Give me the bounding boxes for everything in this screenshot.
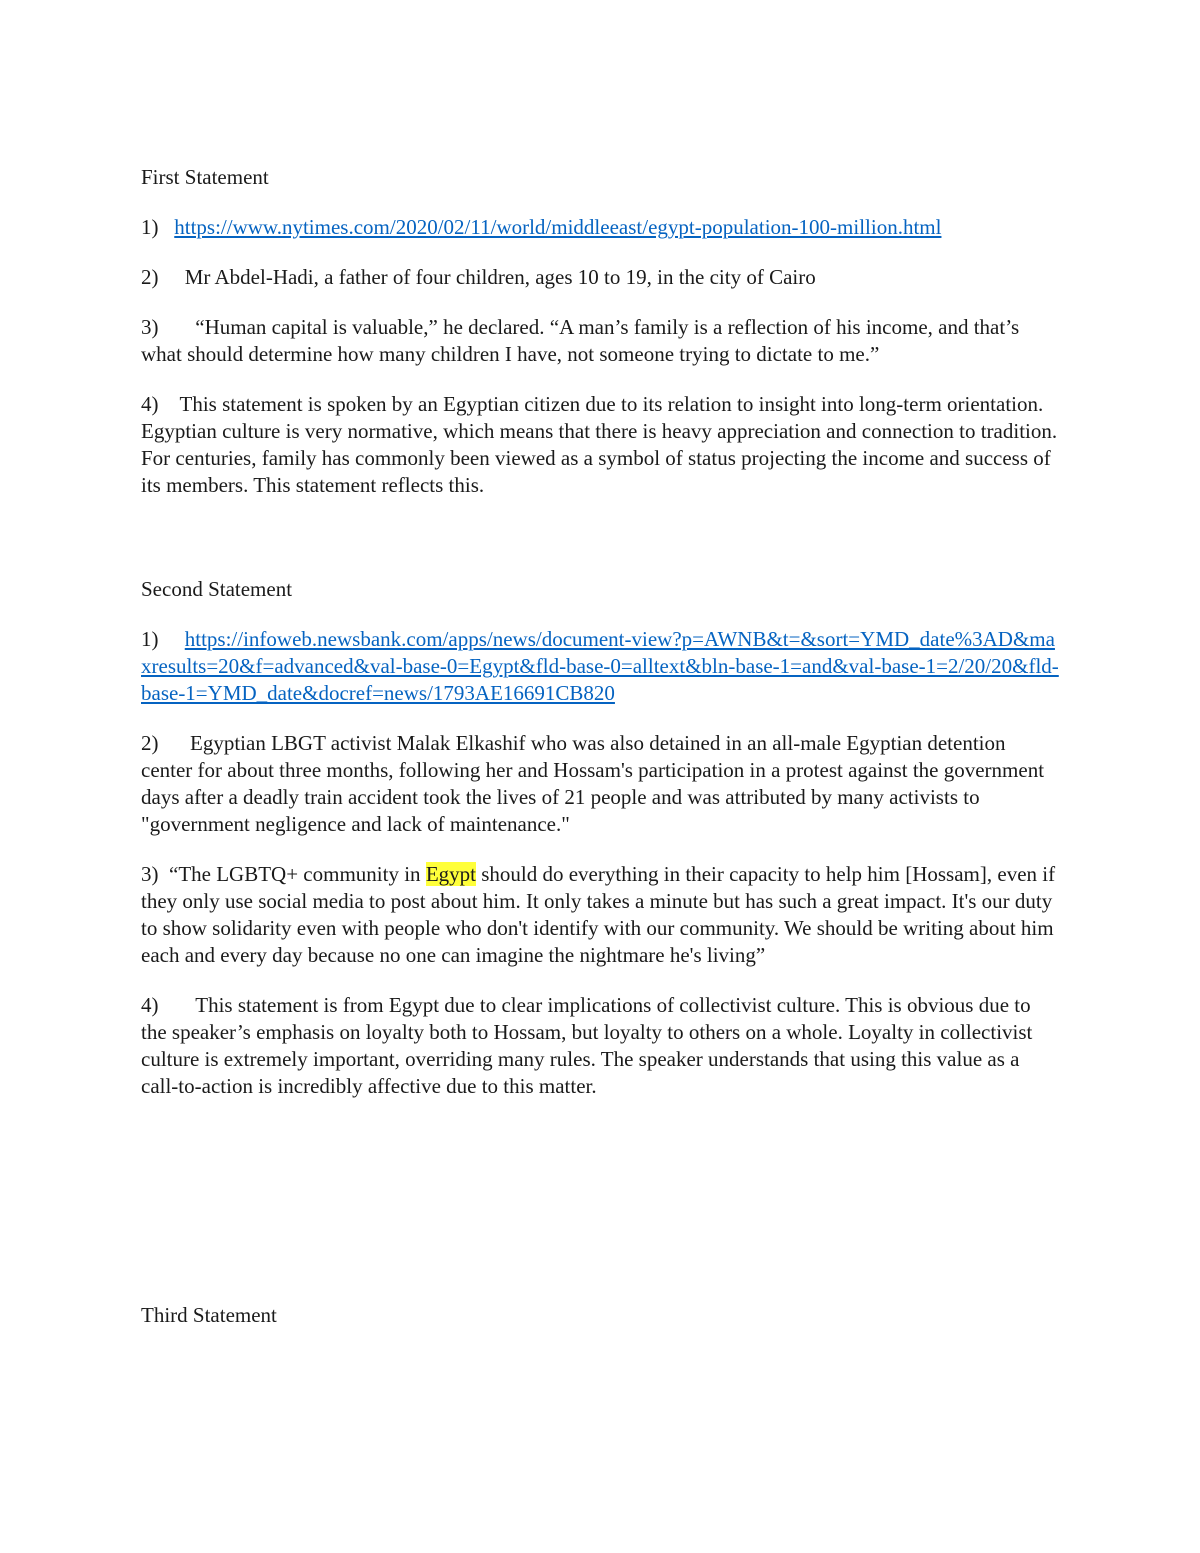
item-number: 4) [141, 993, 159, 1017]
first-item-1 [141, 214, 1061, 241]
section-spacer [141, 1123, 1061, 1302]
first-item-4 [141, 391, 1061, 499]
first-quote-text: “Human capital is valuable,” he declared. “A man’s family is a reflection of his income, and that’s what should determine how many children I have, not someone trying to dictate to me.” [141, 315, 1020, 366]
second-statement-heading: Second Statement [141, 577, 293, 601]
second-analysis-text: This statement is from Egypt due to clear implications of collectivist culture. This is obvious due to the speaker’s emphasis on loyalty both to Hossam, but loyalty to others on a whole. Loyalty in collectivist culture is extremely important, overriding many rules. The speaker understands that using this value as a call-to-action is incredibly affective due to this matter. [141, 993, 1033, 1098]
section-spacer [141, 522, 1061, 576]
first-source-link[interactable]: https://www.nytimes.com/2020/02/11/world/middleeast/egypt-population-100-million.html [174, 215, 942, 239]
second-quote-text-before: “The LGBTQ+ community in [169, 862, 426, 886]
second-item-3 [141, 861, 1061, 969]
item-number: 2) [141, 265, 159, 289]
second-item-4 [141, 992, 1061, 1100]
second-item-2 [141, 730, 1061, 838]
item-number: 2) [141, 731, 159, 755]
first-speaker-text: Mr Abdel-Hadi, a father of four children, ages 10 to 19, in the city of Cairo [184, 265, 816, 289]
second-speaker-text: Egyptian LBGT activist Malak Elkashif who was also detained in an all-male Egyptian detention center for about three months, following her and Hossam's participation in a protest against the government days after a deadly train accident took the lives of 21 people and was attributed by many activists to "government negligence and lack of maintenance." [141, 731, 1045, 836]
first-statement-heading: First Statement [141, 165, 269, 189]
second-source-link[interactable]: https://infoweb.newsbank.com/apps/news/document-view?p=AWNB&t=&sort=YMD_date%3AD&maxresults=20&f=advanced&val-base-0=Egypt&fld-base-0=alltext&bln-base-1=and&val-base-1=2/20/20&fld-base-1=YMD_date&docref=news/1793AE16691CB820 [141, 627, 1059, 705]
item-number: 1) [141, 215, 159, 239]
first-item-3 [141, 314, 1061, 368]
item-number: 3) [141, 862, 159, 886]
document-body [141, 164, 1061, 1352]
item-number: 3) [141, 315, 159, 339]
highlighted-word: Egypt [425, 862, 476, 886]
first-analysis-text: This statement is spoken by an Egyptian citizen due to its relation to insight into long-term orientation. Egyptian culture is very normative, which means that there is heavy appreciation and connection to tradition. For centuries, family has commonly been viewed as a symbol of status projecting the income and success of its members. This statement reflects this. [141, 392, 1058, 497]
second-item-1 [141, 626, 1061, 707]
third-statement-heading: Third Statement [141, 1303, 277, 1327]
item-number: 4) [141, 392, 159, 416]
first-item-2 [141, 264, 1061, 291]
item-number: 1) [141, 627, 159, 651]
second-quote-text-after: should do everything in their capacity to help him [Hossam], even if they only use social media to post about him. It only takes a minute but has such a great impact. It's our duty to show solidarity even with people who don't identify with our community. We should be writing about him each and every day because no one can imagine the nightmare he's living” [141, 862, 1056, 967]
